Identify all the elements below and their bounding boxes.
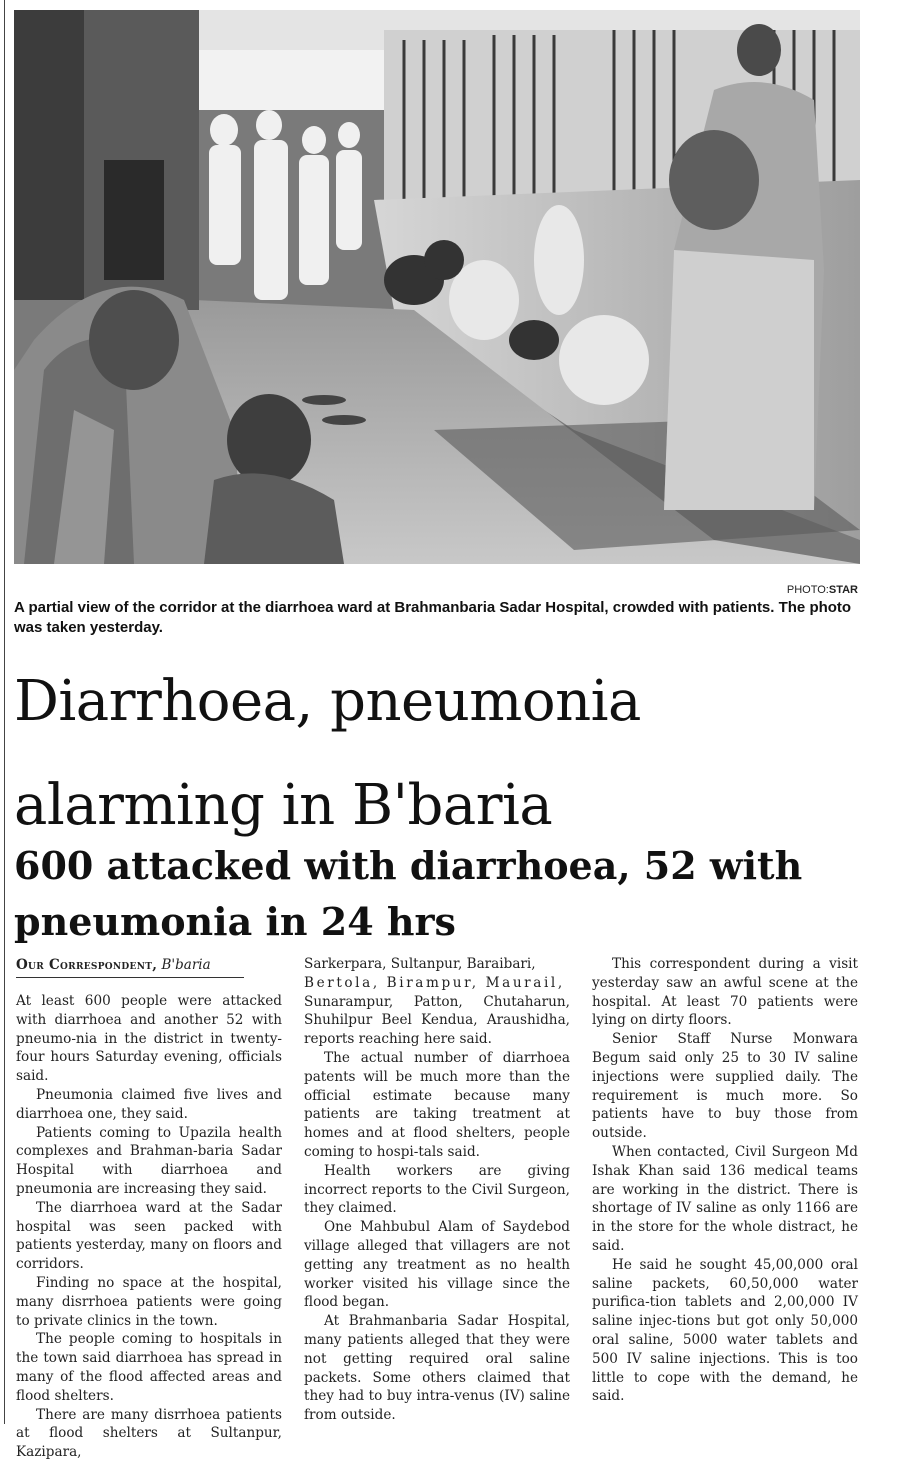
paragraph: This correspondent during a visit yesterday saw an awful scene at the hospital. At least 70 patients were lying on dirty floors. <box>592 956 858 1029</box>
headline-line-2: alarming in B'baria <box>14 773 553 838</box>
page-margin-rule <box>4 0 5 1424</box>
paragraph-continued: Sunarampur, Patton, Chutaharun, Shuhilpur Beel Kendua, Araushidha, reports reaching here said. <box>304 993 570 1048</box>
paragraph: Finding no space at the hospital, many disrrhoea patients were going to private clinics in the town. <box>16 1274 282 1329</box>
photo-credit-prefix: PHOTO: <box>786 584 829 596</box>
byline <box>16 955 244 978</box>
subheadline <box>14 838 874 950</box>
paragraph: One Mahbubul Alam of Saydebod village alleged that villagers are not getting any treatment as no health worker visited his village since the flood began. <box>304 1219 570 1311</box>
paragraph: The people coming to hospitals in the town said diarrhoea has spread in many of the flood affected areas and flood shelters. <box>16 1331 282 1404</box>
photo-credit <box>787 584 858 596</box>
paragraph: At least 600 people were attacked with diarrhoea and another 52 with pneumo-nia in the district in twenty-four hours Saturday evening, officials said. <box>16 993 282 1085</box>
headline-line-1: Diarrhoea, pneumonia <box>14 669 641 734</box>
paragraph: When contacted, Civil Surgeon Md Ishak Khan said 136 medical teams are working in the district. There is shortage of IV saline as only 1166 are in the store for the whole distract, he said. <box>592 1143 858 1254</box>
byline-author: Our Correspondent, <box>16 957 158 973</box>
paragraph: The actual number of diarrhoea patents will be much more than the official estimate because many patients are taking treatment at homes and at flood shelters, people coming to hospi-tals said. <box>304 1049 570 1160</box>
article-column-3 <box>592 955 858 1406</box>
news-photo <box>14 10 860 564</box>
photo-credit-source: STAR <box>828 584 858 596</box>
paragraph: The diarrhoea ward at the Sadar hospital was seen packed with patients yesterday, many on floors and corridors. <box>16 1199 283 1273</box>
paragraph-continued: Bertola, Birampur, Maurail, <box>304 974 565 991</box>
article-body <box>16 955 858 1461</box>
article-column-1 <box>16 955 282 1462</box>
paragraph: Health workers are giving incorrect reports to the Civil Surgeon, they claimed. <box>304 1162 570 1217</box>
paragraph-continued: Sarkerpara, Sultanpur, Baraibari, <box>304 956 536 972</box>
paragraph: Patients coming to Upazila health complexes and Brahman-baria Sadar Hospital with diarrhoea and pneumonia are increasing they said. <box>16 1124 282 1197</box>
paragraph: He said he sought 45,00,000 oral saline packets, 60,50,000 water purifica-tion tablets and 2,00,000 IV saline injec-tions but got only 50,000 oral saline, 5000 water tablets and 500 IV saline injections. This is too little to cope with the demand, he said. <box>592 1256 858 1405</box>
subheadline-line-2: pneumonia in 24 hrs <box>14 899 456 944</box>
paragraph: Pneumonia claimed five lives and diarrhoea one, they said. <box>16 1086 282 1122</box>
article-column-2 <box>304 955 570 1425</box>
byline-location: B'baria <box>161 957 211 973</box>
paragraph: At Brahmanbaria Sadar Hospital, many patients alleged that they were not getting required oral saline packets. Some others claimed that they had to buy intra-venus (IV) saline from outside. <box>304 1313 570 1424</box>
photo-image <box>14 10 860 564</box>
paragraph: There are many disrrhoea patients at flood shelters at Sultanpur, Kazipara, <box>16 1406 282 1461</box>
photo-caption: A partial view of the corridor at the diarrhoea ward at Brahmanbaria Sadar Hospital, crowded with patients. The photo was taken yesterday. <box>14 599 852 636</box>
subheadline-line-1: 600 attacked with diarrhoea, 52 with <box>14 843 803 888</box>
paragraph: Senior Staff Nurse Monwara Begum said only 25 to 30 IV saline injections were supplied daily. The requirement is much more. So patients have to buy those from outside. <box>592 1031 858 1142</box>
headline <box>14 650 874 858</box>
